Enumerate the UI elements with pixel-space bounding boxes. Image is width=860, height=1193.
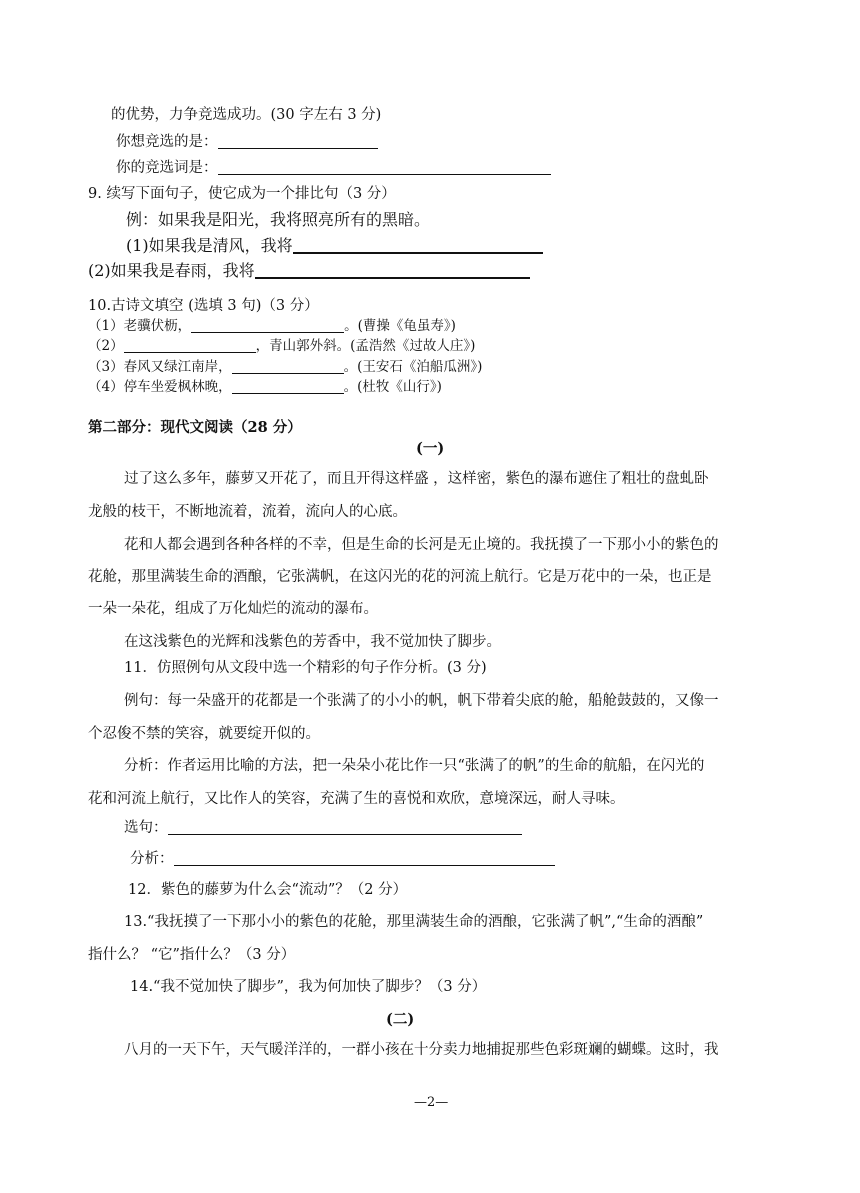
para1-line1: 过了这么多年，藤萝又开花了，而且开得这样盛 ，这样密，紫色的瀑布遮住了粗壮的盘虬卧	[124, 471, 709, 487]
q9-item2-blank[interactable]	[255, 261, 530, 279]
q13-line1: 13.“我抚摸了一下那小小的紫色的花舱，那里满装生命的酒酿，它张满了帆”,“生命的酒酿”	[124, 914, 704, 930]
q8-text: 的优势，力争竞选成功。(30 字左右 3 分)	[111, 107, 382, 123]
q10-l3-pre: （3）春风又绿江南岸，	[88, 359, 232, 375]
q10-l3-blank[interactable]	[232, 357, 344, 374]
q8-speech-blank[interactable]	[218, 158, 551, 175]
q9-example: 例：如果我是阳光，我将照亮所有的黑暗。	[126, 210, 431, 229]
para2-line2: 花舱，那里满装生命的酒酿，它张满帆，在这闪光的花的河流上航行。它是万花中的一朵，也正是	[88, 569, 712, 585]
q8-position-label: 你想竞选的是：	[116, 134, 218, 150]
q8-speech-row	[116, 158, 551, 178]
q11-analysis-line2: 花和河流上航行，又比作人的笑容，充满了生的喜悦和欢欣，意境深远，耐人寻味。	[88, 791, 625, 807]
q10-l2-pre: （2）	[88, 338, 124, 354]
para4-line1: 八月的一天下午，天气暖洋洋的，一群小孩在十分卖力地捕捉那些色彩斑斓的蝴蝶。这时，我	[124, 1042, 719, 1058]
q10-line2	[88, 336, 475, 356]
q11-analysis-blank[interactable]	[174, 849, 555, 866]
q10-l1-pre: （1）老骥伏枥，	[88, 318, 192, 334]
section-1-heading: (一)	[416, 440, 445, 457]
q8-speech-label: 你的竞选词是：	[116, 160, 218, 176]
q11-example-line2: 个忍俊不禁的笑容，就要绽开似的。	[88, 726, 320, 742]
q9-item2	[88, 261, 530, 281]
para2-line1: 花和人都会遇到各种各样的不幸，但是生命的长河是无止境的。我抚摸了一下那小小的紫色的	[124, 537, 719, 553]
q14: 14.“我不觉加快了脚步”，我为何加快了脚步？（3 分）	[130, 979, 487, 995]
q8-position-row	[116, 132, 378, 152]
q10-l4-pre: （4）停车坐爱枫林晚，	[88, 379, 232, 395]
q10-line4	[88, 377, 442, 397]
q13-line2: 指什么？ “它”指什么？（3 分）	[88, 947, 296, 963]
q10-l4-post: 。(杜牧《山行》)	[343, 379, 442, 395]
q10-l4-blank[interactable]	[232, 377, 344, 394]
q9-item1	[126, 236, 543, 256]
q10-l1-post: 。(曹操《龟虽寿》)	[344, 318, 456, 334]
q11-analysis-row	[130, 849, 555, 869]
q11-analysis-line1: 分析：作者运用比喻的方法，把一朵朵小花比作一只“张满了的帆”的生命的航船，在闪光的	[124, 758, 705, 774]
q11-choose-row	[124, 818, 522, 838]
q10-title: 10.古诗文填空 (选填 3 句)（3 分）	[88, 298, 319, 314]
q8-position-blank[interactable]	[218, 132, 378, 149]
q9-item2-label: (2)如果我是春雨，我将	[88, 261, 255, 280]
q11-analysis-label: 分析：	[130, 851, 174, 867]
q11-choose-label: 选句：	[124, 820, 168, 836]
q10-line1	[88, 316, 456, 336]
page-number: —2—	[414, 1095, 449, 1110]
q10-line3	[88, 357, 482, 377]
section-2-heading: (二)	[386, 1011, 415, 1028]
q9-title: 9. 续写下面句子，使它成为一个排比句（3 分）	[88, 186, 396, 202]
q11-choose-blank[interactable]	[168, 818, 522, 835]
q10-l2-post: ，青山郭外斜。(孟浩然《过故人庄》)	[255, 338, 476, 354]
para2-line3: 一朵一朵花，组成了万化灿烂的流动的瀑布。	[88, 601, 378, 617]
q11-example-line1: 例句：每一朵盛开的花都是一个张满了的小小的帆，帆下带着尖底的舱，船舱鼓鼓的，又像一	[124, 693, 719, 709]
para1-line2: 龙般的枝干，不断地流着，流着，流向人的心底。	[88, 504, 407, 520]
q10-l2-blank[interactable]	[124, 336, 256, 353]
part2-title: 第二部分：现代文阅读（28 分）	[88, 419, 302, 436]
q12: 12．紫色的藤萝为什么会“流动”？（2 分）	[128, 882, 408, 898]
q10-l1-blank[interactable]	[191, 316, 344, 333]
q9-item1-label: (1)如果我是清风，我将	[126, 236, 293, 255]
para3: 在这浅紫色的光辉和浅紫色的芳香中，我不觉加快了脚步。	[124, 634, 501, 650]
q9-item1-blank[interactable]	[293, 236, 543, 254]
q11-title: 11．仿照例句从文段中选一个精彩的句子作分析。(3 分)	[124, 660, 487, 676]
q10-l3-post: 。(王安石《泊船瓜洲》)	[343, 359, 483, 375]
